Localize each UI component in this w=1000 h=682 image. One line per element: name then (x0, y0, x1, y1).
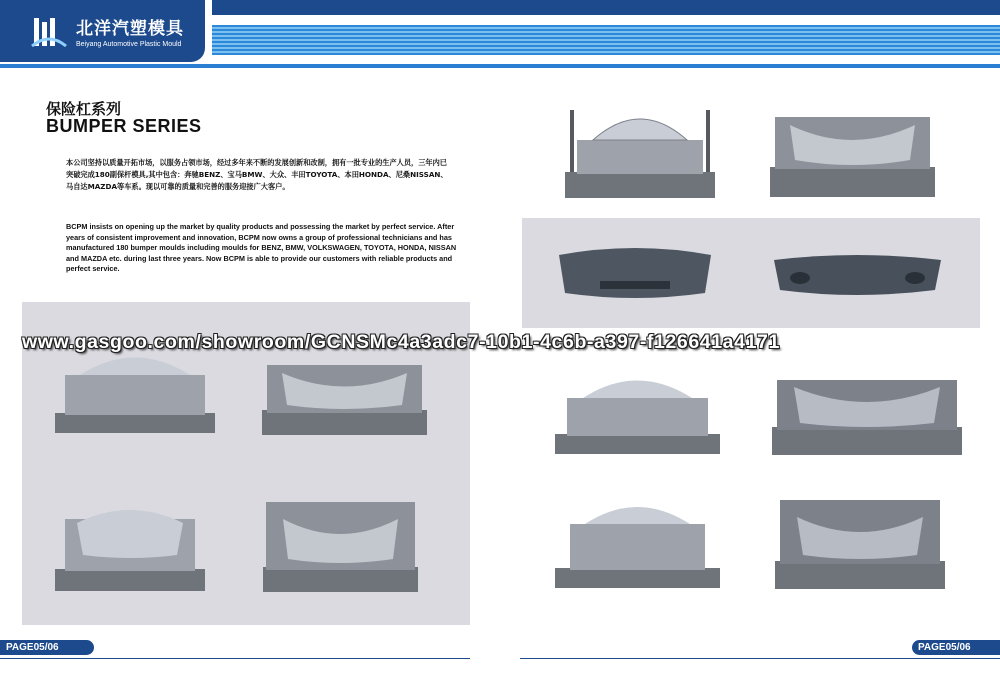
mould-photo (262, 355, 427, 435)
mould-photo (772, 375, 962, 455)
logo-block (0, 0, 205, 62)
mould-photo (263, 497, 418, 592)
footer-rule-right (520, 658, 1000, 659)
footer-rule-left (0, 658, 470, 659)
header-bar-dark (212, 0, 1000, 15)
page-number-left: PAGE05/06 (0, 640, 94, 655)
logo-icon (30, 12, 68, 50)
mould-photo (775, 495, 945, 590)
mould-photo (55, 345, 215, 435)
logo-name-en: Beiyang Automotive Plastic Mould (76, 41, 182, 48)
bumper-photo (770, 250, 945, 300)
page-number-right: PAGE05/06 (912, 640, 1000, 655)
bumper-photo (555, 245, 715, 305)
logo-text (76, 14, 184, 48)
section-title-en: BUMPER SERIES (46, 116, 202, 136)
description-en: BCPM insists on opening up the market by quality products and possessing the market by perfect service. After years of consistent improvement and innovation, BCPM now owns a group of professional technicians and has manufactured 180 bumper moulds including moulds for BENZ, BMW, VOLKSWAGEN, TOYOTA, HONDA, NISSAN and MAZDA etc. during last three years. Now BCPM is able to provide our customers with reliable products and perfect service. (66, 222, 457, 273)
mould-photo (555, 490, 720, 590)
section-title-cn: 保险杠系列 (46, 100, 122, 118)
mould-photo (565, 100, 715, 200)
description-cn: 本公司坚持以质量开拓市场，以服务占领市场，经过多年来不断的发展创新和改制，拥有一批专业的生产人员，三年内已突破完成180副保杆模具,其中包含：奔驰BENZ、宝马BMW、大众、丰田TOYOTA、本田HONDA、尼桑NISSAN、马自达MAZDA等车系。现以可靠的质量和完善的服务迎接广大客户。 (66, 158, 448, 191)
logo-name-cn: 北洋汽塑模具 (76, 19, 184, 39)
mould-photo (555, 368, 720, 456)
header-bar-light (212, 25, 1000, 55)
header-rule (0, 64, 1000, 68)
mould-photo (55, 495, 205, 593)
mould-photo (770, 105, 935, 200)
watermark-url: www.gasgoo.com/showroom/GCNSMc4a3adc7-10b1-4c6b-a397-f126641a4171 (22, 331, 780, 353)
